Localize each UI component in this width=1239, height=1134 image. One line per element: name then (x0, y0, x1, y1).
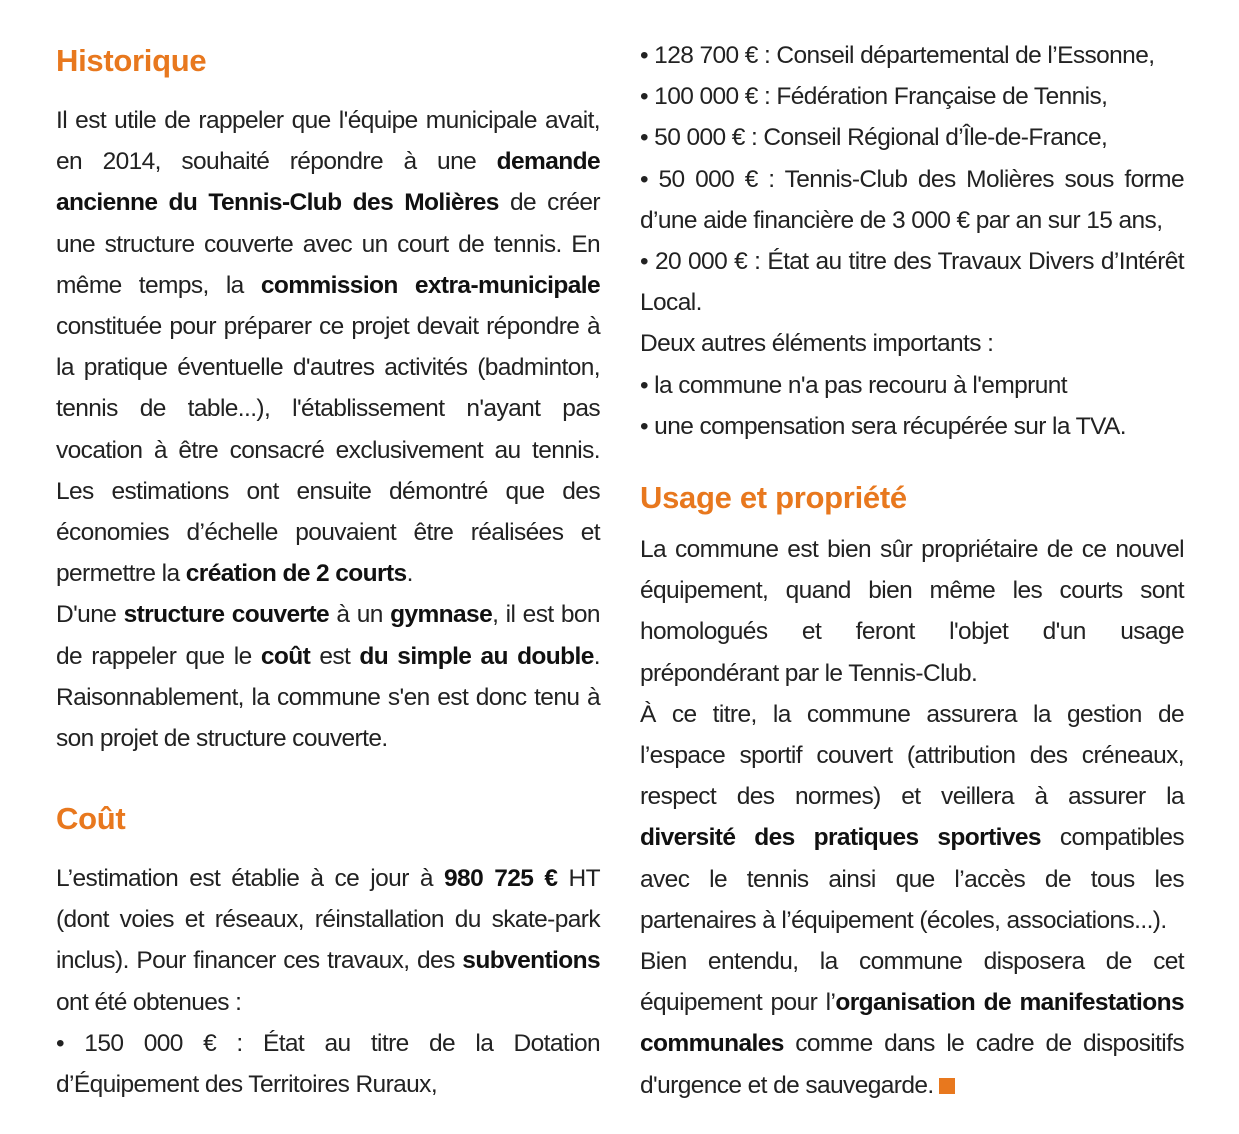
subvention-item: • 50 000 € : Conseil Régional d’Île-de-France, (640, 124, 1108, 152)
financement-list (640, 35, 1184, 447)
autres-elements-intro: Deux autres éléments importants : (640, 330, 994, 358)
emphasis-simple-double: du simple au double (359, 642, 594, 670)
emphasis-cout: coût (260, 642, 311, 670)
section-title-usage: Usage et propriété (640, 480, 907, 515)
text-run: , il est bon de rappeler que le (56, 601, 600, 670)
text-run: À ce titre, la commune assurera la gestion de l’espace sportif couvert (attribution des créneaux, respect des normes) et veillera à assurer la (640, 700, 1184, 811)
subvention-item: • 50 000 € : Tennis-Club des Molières sous forme d’une aide financière de 3 000 € par an sur 15 ans, (640, 165, 1184, 234)
emphasis-commission: commission extra-municipale (260, 271, 600, 299)
emphasis-subventions: subventions (462, 947, 600, 975)
usage-paragraph-1: La commune est bien sûr propriétaire de ce nouvel équipement, quand bien même les courts sont homologués et feront l'objet d'un usage prépondérant par le Tennis-Club. (640, 536, 1184, 687)
text-run: Bien entendu, la commune disposera de cet équipement pour l’ (640, 948, 1184, 1017)
usage-body (640, 529, 1184, 1106)
text-run: comme dans le cadre de dispositifs d'urgence et de sauvegarde. (640, 1030, 1184, 1099)
subvention-item: • 20 000 € : État au titre des Travaux Divers d’Intérêt Local. (640, 248, 1184, 317)
text-run: HT (dont voies et réseaux, réinstallation du skate-park inclus). Pour financer ces travaux, des (56, 865, 600, 975)
autres-element-item: • la commune n'a pas recouru à l'emprunt (640, 371, 1067, 399)
section-title-cout: Coût (56, 801, 126, 836)
historique-paragraph-2 (56, 594, 600, 759)
subvention-item: • 150 000 € : État au titre de la Dotation d’Équipement des Territoires Ruraux, (56, 1029, 600, 1099)
text-run: L’estimation est établie à ce jour à (56, 865, 445, 892)
text-run: à un (329, 601, 391, 629)
usage-paragraph-3 (640, 941, 1184, 1106)
autres-element-item: • une compensation sera récupérée sur la TVA. (640, 412, 1126, 440)
historique-paragraph-1 (56, 100, 600, 594)
emphasis-demande-ancienne: demande ancienne du Tennis-Club des Molières (56, 148, 600, 217)
text-run: Il est utile de rappeler que l'équipe municipale avait, en 2014, souhaité répondre à une (56, 107, 600, 176)
text-run: . Raisonnablement, la commune s'en est donc tenu à son projet de structure couverte. (56, 642, 600, 753)
text-run: de créer une structure couverte avec un court de tennis. En même temps, la (56, 189, 600, 299)
emphasis-diversite: diversité des pratiques sportives (640, 824, 1041, 852)
text-run: D'une (56, 601, 124, 629)
text-run: . (406, 560, 413, 588)
emphasis-estimation-amount: 980 725 € (444, 865, 558, 892)
section-title-historique: Historique (56, 43, 207, 78)
historique-body (56, 100, 600, 759)
emphasis-structure-couverte: structure couverte (123, 601, 330, 629)
emphasis-gymnase: gymnase (390, 601, 493, 629)
usage-paragraph-2 (640, 694, 1184, 941)
text-run: compatibles avec le tennis ainsi que l’accès de tous les partenaires à l’équipement (écoles, associations...). (640, 824, 1184, 934)
subvention-item: • 128 700 € : Conseil départemental de l’Essonne, (640, 42, 1155, 69)
text-run: est (310, 642, 360, 670)
emphasis-creation-courts: création de 2 courts (185, 560, 407, 588)
cout-paragraph-1 (56, 858, 600, 1023)
text-run: constituée pour préparer ce projet devait répondre à la pratique éventuelle d'autres activités (badminton, tennis de table...), l'établissement n'ayant pas vocation à être consacré exclusivement au tennis. Les estimations ont ensuite démontré que des économies d’échelle pouvaient être réalisées et permettre la (56, 313, 600, 588)
cout-body (56, 858, 600, 1105)
article-end-square-icon (939, 1078, 955, 1094)
emphasis-organisation: organisation de manifestations communales (640, 989, 1184, 1058)
text-run: ont été obtenues : (56, 988, 242, 1016)
subvention-item: • 100 000 € : Fédération Française de Tennis, (640, 83, 1108, 111)
